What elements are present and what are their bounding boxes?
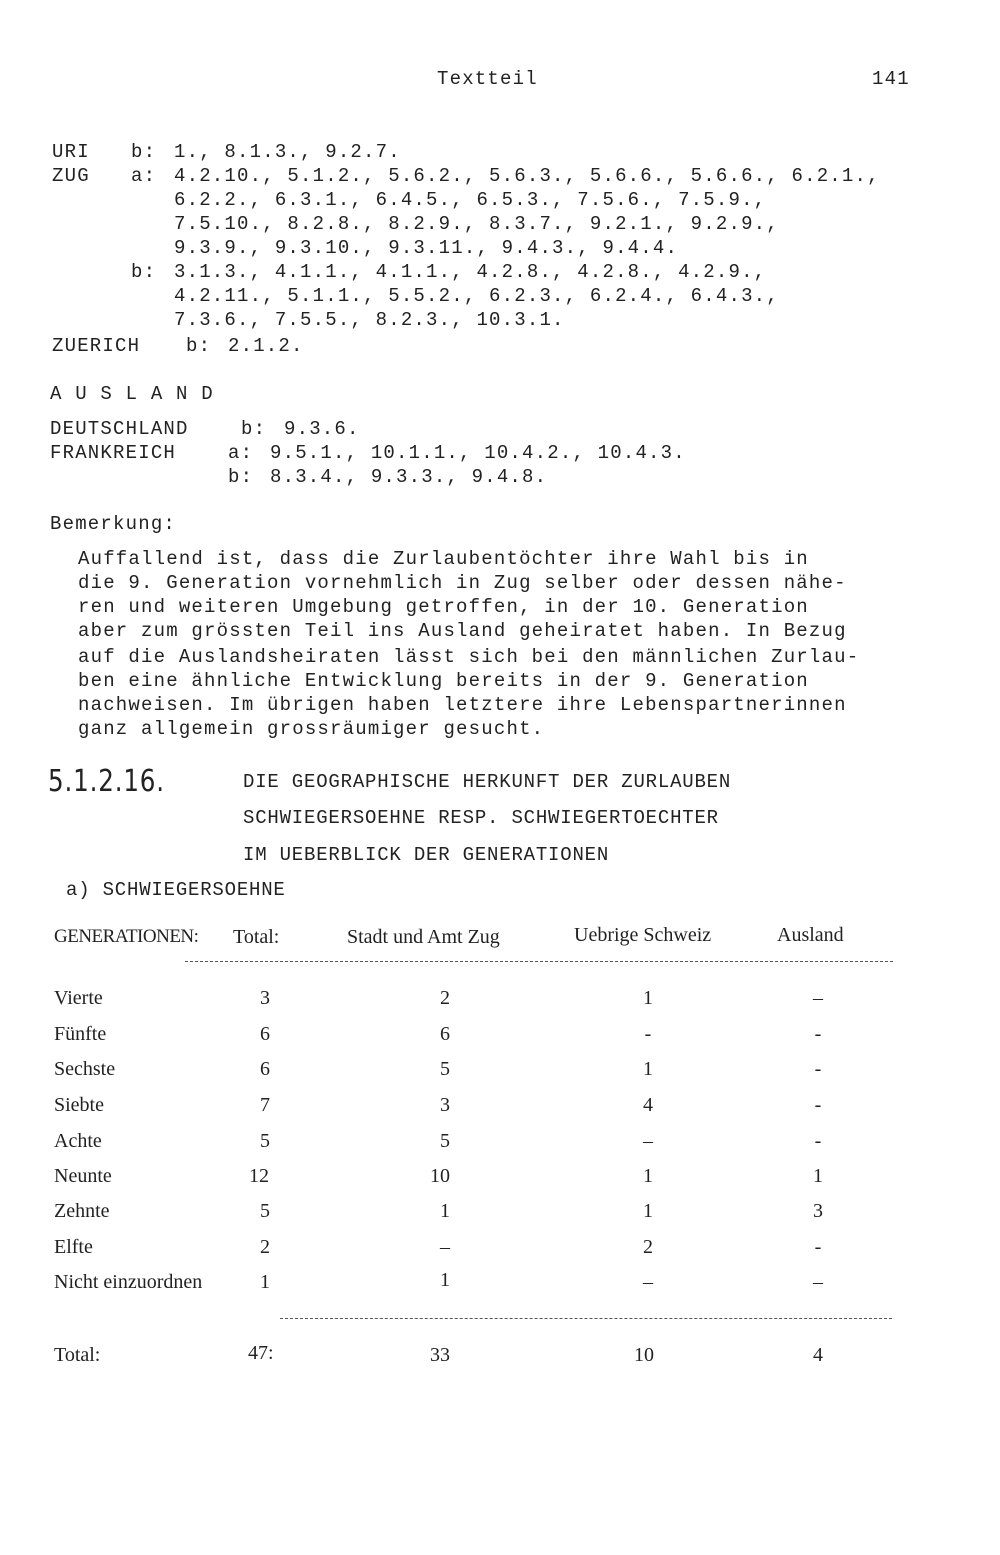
table-cell-zug: 1: [440, 1269, 450, 1291]
table-cell-total: 3: [260, 987, 270, 1009]
table-cell-zug: 6: [440, 1023, 450, 1045]
list-code: b:: [131, 261, 157, 283]
remark-line: nachweisen. Im übrigen haben letztere ihre Lebenspartnerinnen: [78, 694, 847, 716]
list-refs: 9.3.9., 9.3.10., 9.3.11., 9.4.3., 9.4.4.: [174, 237, 679, 259]
table-total-value: 47:: [248, 1342, 274, 1364]
table-cell-ausland: -: [814, 1094, 822, 1116]
table-total-rule: [280, 1318, 892, 1319]
table-cell-schweiz: -: [644, 1023, 652, 1045]
list-refs: 9.5.1., 10.1.1., 10.4.2., 10.4.3.: [270, 442, 686, 464]
remark-line: ren und weiteren Umgebung getroffen, in der 10. Generation: [78, 596, 809, 618]
table-header-stadt-amt-zug: Stadt und Amt Zug: [347, 926, 500, 948]
table-cell-ausland: 1: [813, 1165, 823, 1187]
table-cell-schweiz: 2: [643, 1236, 653, 1258]
list-code: a:: [228, 442, 254, 464]
table-cell-schweiz: –: [643, 1271, 653, 1293]
table-cell-schweiz: 1: [643, 1058, 653, 1080]
table-cell-total: 5: [260, 1130, 270, 1152]
remark-line: Auffallend ist, dass die Zurlaubentöchter ihre Wahl bis in: [78, 548, 809, 570]
list-code: b:: [186, 335, 212, 357]
list-refs: 9.3.6.: [284, 418, 360, 440]
list-region: DEUTSCHLAND: [50, 418, 189, 440]
section-number: 5.1.2.16.: [48, 764, 165, 799]
remark-line: ben eine ähnliche Entwicklung bereits in der 9. Generation: [78, 670, 809, 692]
table-cell-zug: 3: [440, 1094, 450, 1116]
remark-line: auf die Auslandsheiraten lässt sich bei den männlichen Zurlau-: [78, 646, 860, 668]
list-refs: 8.3.4., 9.3.3., 9.4.8.: [270, 466, 548, 488]
table-header-ausland: Ausland: [777, 924, 844, 946]
list-refs: 2.1.2.: [228, 335, 304, 357]
list-code: b:: [131, 141, 157, 163]
table-cell-ausland: 3: [813, 1200, 823, 1222]
section-title-line: SCHWIEGERSOEHNE RESP. SCHWIEGERTOECHTER: [243, 807, 719, 829]
list-refs: 4.2.11., 5.1.1., 5.5.2., 6.2.3., 6.2.4., 6.4.3.,: [174, 285, 779, 307]
table-total-ausland: 4: [813, 1344, 823, 1366]
section-subheading: a) SCHWIEGERSOEHNE: [66, 879, 286, 901]
table-total-schweiz: 10: [634, 1344, 654, 1366]
table-cell-zug: 10: [430, 1165, 450, 1187]
list-code: b:: [228, 466, 254, 488]
remark-line: aber zum grössten Teil ins Ausland geheiratet haben. In Bezug: [78, 620, 847, 642]
table-cell-schweiz: –: [643, 1130, 653, 1152]
list-region: ZUERICH: [52, 335, 141, 357]
table-cell-zug: 5: [440, 1130, 450, 1152]
table-cell-total: 12: [249, 1165, 269, 1187]
table-cell-ausland: –: [813, 987, 823, 1009]
table-cell-schweiz: 1: [643, 987, 653, 1009]
page-number: 141: [872, 68, 910, 90]
table-cell-zug: 1: [440, 1200, 450, 1222]
table-total-zug: 33: [430, 1344, 450, 1366]
table-cell-generation: Fünfte: [54, 1023, 107, 1045]
table-cell-total: 7: [260, 1094, 270, 1116]
table-header-generationen: GENERATIONEN:: [54, 926, 199, 947]
remark-line: ganz allgemein grossräumiger gesucht.: [78, 718, 545, 740]
list-region: URI: [52, 141, 90, 163]
table-cell-total: 6: [260, 1058, 270, 1080]
table-cell-schweiz: 1: [643, 1165, 653, 1187]
table-cell-schweiz: 1: [643, 1200, 653, 1222]
list-code: a:: [131, 165, 157, 187]
table-cell-total: 6: [260, 1023, 270, 1045]
table-cell-generation: Siebte: [54, 1094, 104, 1116]
list-refs: 7.3.6., 7.5.5., 8.2.3., 10.3.1.: [174, 309, 565, 331]
remark-line: die 9. Generation vornehmlich in Zug selber oder dessen nähe-: [78, 572, 847, 594]
table-cell-ausland: -: [814, 1130, 822, 1152]
section-title-line: IM UEBERBLICK DER GENERATIONEN: [243, 844, 610, 866]
table-cell-ausland: –: [813, 1271, 823, 1293]
table-cell-zug: 2: [440, 987, 450, 1009]
ausland-heading: A U S L A N D: [50, 383, 214, 405]
table-cell-zug: –: [440, 1236, 450, 1258]
list-refs: 4.2.10., 5.1.2., 5.6.2., 5.6.3., 5.6.6., 5.6.6., 6.2.1.,: [174, 165, 880, 187]
table-cell-total: 2: [260, 1236, 270, 1258]
table-cell-generation: Nicht einzuordnen: [54, 1271, 203, 1293]
table-header-uebrige-schweiz: Uebrige Schweiz: [574, 924, 712, 946]
table-cell-generation: Achte: [54, 1130, 102, 1152]
table-cell-generation: Vierte: [54, 987, 103, 1009]
list-refs: 3.1.3., 4.1.1., 4.1.1., 4.2.8., 4.2.8., 4.2.9.,: [174, 261, 767, 283]
list-refs: 1., 8.1.3., 9.2.7.: [174, 141, 401, 163]
table-cell-generation: Zehnte: [54, 1200, 110, 1222]
list-region: FRANKREICH: [50, 442, 177, 464]
table-cell-generation: Elfte: [54, 1236, 93, 1258]
page-header-title: Textteil: [437, 68, 538, 90]
list-refs: 7.5.10., 8.2.8., 8.2.9., 8.3.7., 9.2.1., 9.2.9.,: [174, 213, 779, 235]
table-total-label: Total:: [54, 1344, 101, 1366]
list-region: ZUG: [52, 165, 90, 187]
section-title-line: DIE GEOGRAPHISCHE HERKUNFT DER ZURLAUBEN: [243, 771, 732, 793]
table-cell-total: 5: [260, 1200, 270, 1222]
table-cell-ausland: -: [814, 1058, 822, 1080]
table-cell-generation: Sechste: [54, 1058, 116, 1080]
table-cell-ausland: -: [814, 1236, 822, 1258]
list-refs: 6.2.2., 6.3.1., 6.4.5., 6.5.3., 7.5.6., 7.5.9.,: [174, 189, 767, 211]
table-cell-zug: 5: [440, 1058, 450, 1080]
remark-label: Bemerkung:: [50, 513, 177, 535]
table-header-total: Total:: [233, 926, 280, 948]
table-cell-generation: Neunte: [54, 1165, 112, 1187]
list-code: b:: [241, 418, 267, 440]
table-cell-schweiz: 4: [643, 1094, 653, 1116]
table-cell-total: 1: [260, 1271, 270, 1293]
table-header-rule: [185, 961, 893, 962]
table-cell-ausland: -: [814, 1023, 822, 1045]
